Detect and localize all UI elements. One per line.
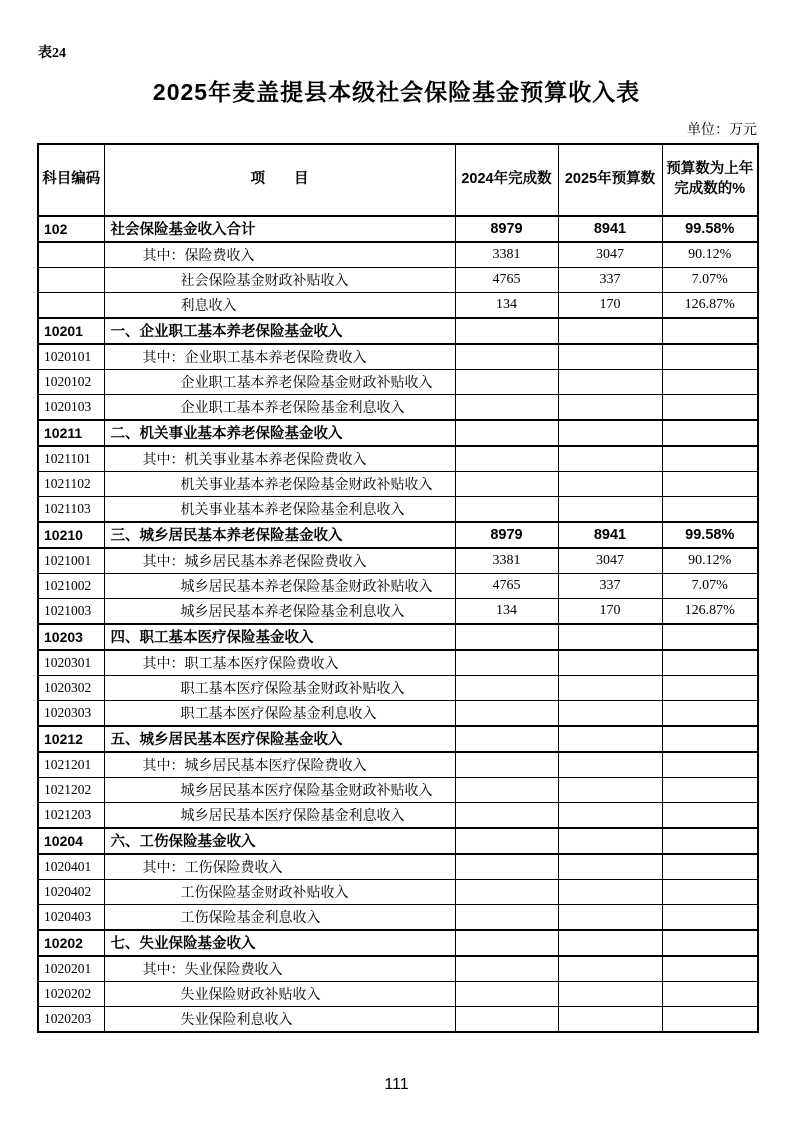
subject-code-cell: 10202 (38, 930, 104, 956)
table-row (38, 879, 758, 905)
value-2025-cell: 8941 (558, 216, 662, 242)
value-2025-cell (558, 828, 662, 854)
item-cell: 其中：保险费收入 (104, 242, 455, 268)
header-budget-vs-prior-pct: 预算数为上年完成数的% (662, 144, 758, 216)
percent-cell (662, 446, 758, 472)
subject-code-cell: 1020303 (38, 701, 104, 727)
table-row (38, 599, 758, 625)
table-row (38, 216, 758, 242)
item-cell: 失业保险财政补贴收入 (104, 981, 455, 1007)
value-2025-cell (558, 777, 662, 803)
item-cell: 社会保险基金财政补贴收入 (104, 267, 455, 293)
value-2025-cell: 170 (558, 293, 662, 319)
value-2024-cell: 3381 (455, 548, 558, 574)
subject-code-cell: 102 (38, 216, 104, 242)
subject-code-cell: 1020203 (38, 1007, 104, 1033)
percent-cell (662, 369, 758, 395)
subject-code-cell (38, 267, 104, 293)
value-2024-cell (455, 930, 558, 956)
table-row (38, 471, 758, 497)
item-cell: 五、城乡居民基本医疗保险基金收入 (104, 726, 455, 752)
percent-cell (662, 420, 758, 446)
value-2025-cell (558, 420, 662, 446)
subject-code-cell: 1021103 (38, 497, 104, 523)
table-body (38, 216, 758, 1032)
table-row (38, 701, 758, 727)
percent-cell: 90.12% (662, 548, 758, 574)
value-2025-cell (558, 369, 662, 395)
table-row (38, 369, 758, 395)
subject-code-cell: 1021003 (38, 599, 104, 625)
value-2025-cell (558, 395, 662, 421)
value-2024-cell (455, 344, 558, 370)
percent-cell (662, 395, 758, 421)
value-2024-cell (455, 803, 558, 829)
percent-cell (662, 344, 758, 370)
item-cell: 企业职工基本养老保险基金财政补贴收入 (104, 369, 455, 395)
table-row (38, 828, 758, 854)
percent-cell: 7.07% (662, 573, 758, 599)
value-2024-cell: 4765 (455, 267, 558, 293)
value-2024-cell (455, 420, 558, 446)
table-row (38, 293, 758, 319)
value-2024-cell: 134 (455, 293, 558, 319)
item-cell: 其中：失业保险费收入 (104, 956, 455, 982)
percent-cell (662, 318, 758, 344)
subject-code-cell: 10204 (38, 828, 104, 854)
table-row (38, 803, 758, 829)
item-cell: 一、企业职工基本养老保险基金收入 (104, 318, 455, 344)
percent-cell (662, 1007, 758, 1033)
item-cell: 失业保险利息收入 (104, 1007, 455, 1033)
item-cell: 六、工伤保险基金收入 (104, 828, 455, 854)
subject-code-cell: 1021102 (38, 471, 104, 497)
table-row (38, 854, 758, 880)
subject-code-cell: 1020101 (38, 344, 104, 370)
subject-code-cell: 1021201 (38, 752, 104, 778)
percent-cell (662, 981, 758, 1007)
subject-code-cell: 1021101 (38, 446, 104, 472)
table-row (38, 675, 758, 701)
percent-cell: 126.87% (662, 599, 758, 625)
percent-cell: 90.12% (662, 242, 758, 268)
header-2025-budget: 2025年预算数 (558, 144, 662, 216)
item-cell: 利息收入 (104, 293, 455, 319)
subject-code-cell: 1020402 (38, 879, 104, 905)
table-label: 表24 (38, 46, 66, 61)
value-2025-cell (558, 471, 662, 497)
value-2024-cell (455, 650, 558, 676)
table-row (38, 930, 758, 956)
table-row (38, 548, 758, 574)
table-row (38, 573, 758, 599)
value-2024-cell: 3381 (455, 242, 558, 268)
subject-code-cell: 1020102 (38, 369, 104, 395)
value-2025-cell: 170 (558, 599, 662, 625)
header-2024-actual: 2024年完成数 (455, 144, 558, 216)
subject-code-cell: 10212 (38, 726, 104, 752)
table-row (38, 344, 758, 370)
header-subject-code: 科目编码 (38, 144, 104, 216)
percent-cell (662, 905, 758, 931)
value-2025-cell (558, 879, 662, 905)
subject-code-cell: 1020403 (38, 905, 104, 931)
percent-cell: 99.58% (662, 216, 758, 242)
item-cell: 工伤保险基金财政补贴收入 (104, 879, 455, 905)
subject-code-cell: 10201 (38, 318, 104, 344)
value-2024-cell (455, 369, 558, 395)
value-2024-cell (455, 777, 558, 803)
subject-code-cell: 10211 (38, 420, 104, 446)
subject-code-cell: 1020202 (38, 981, 104, 1007)
value-2024-cell (455, 675, 558, 701)
subject-code-cell (38, 293, 104, 319)
subject-code-cell: 1020103 (38, 395, 104, 421)
value-2025-cell (558, 854, 662, 880)
value-2025-cell (558, 650, 662, 676)
value-2025-cell: 3047 (558, 548, 662, 574)
table-row (38, 726, 758, 752)
percent-cell (662, 854, 758, 880)
item-cell: 社会保险基金收入合计 (104, 216, 455, 242)
subject-code-cell (38, 242, 104, 268)
budget-table (37, 143, 759, 1033)
item-cell: 机关事业基本养老保险基金利息收入 (104, 497, 455, 523)
subject-code-cell: 1020401 (38, 854, 104, 880)
percent-cell (662, 675, 758, 701)
value-2024-cell (455, 701, 558, 727)
percent-cell (662, 752, 758, 778)
percent-cell (662, 956, 758, 982)
unit-note: 单位：万元 (687, 123, 757, 138)
value-2025-cell (558, 981, 662, 1007)
subject-code-cell: 1020301 (38, 650, 104, 676)
item-cell: 城乡居民基本医疗保险基金利息收入 (104, 803, 455, 829)
value-2025-cell (558, 318, 662, 344)
percent-cell (662, 497, 758, 523)
item-cell: 三、城乡居民基本养老保险基金收入 (104, 522, 455, 548)
table-row (38, 1007, 758, 1033)
value-2025-cell (558, 752, 662, 778)
value-2025-cell (558, 1007, 662, 1033)
table-row (38, 497, 758, 523)
value-2025-cell (558, 930, 662, 956)
value-2024-cell: 8979 (455, 216, 558, 242)
table-row (38, 624, 758, 650)
percent-cell (662, 624, 758, 650)
percent-cell (662, 701, 758, 727)
percent-cell (662, 726, 758, 752)
table-row (38, 752, 758, 778)
value-2025-cell (558, 905, 662, 931)
subject-code-cell: 10210 (38, 522, 104, 548)
value-2025-cell (558, 497, 662, 523)
value-2025-cell: 8941 (558, 522, 662, 548)
subject-code-cell: 10203 (38, 624, 104, 650)
table-row (38, 242, 758, 268)
table-row (38, 650, 758, 676)
item-cell: 七、失业保险基金收入 (104, 930, 455, 956)
subject-code-cell: 1021001 (38, 548, 104, 574)
value-2024-cell (455, 471, 558, 497)
value-2024-cell (455, 752, 558, 778)
value-2025-cell: 3047 (558, 242, 662, 268)
table-row (38, 267, 758, 293)
header-item: 项 目 (104, 144, 455, 216)
item-cell: 四、职工基本医疗保险基金收入 (104, 624, 455, 650)
value-2025-cell (558, 803, 662, 829)
item-cell: 城乡居民基本养老保险基金利息收入 (104, 599, 455, 625)
item-cell: 其中：机关事业基本养老保险费收入 (104, 446, 455, 472)
value-2024-cell (455, 497, 558, 523)
value-2024-cell: 134 (455, 599, 558, 625)
item-cell: 城乡居民基本医疗保险基金财政补贴收入 (104, 777, 455, 803)
item-cell: 城乡居民基本养老保险基金财政补贴收入 (104, 573, 455, 599)
value-2024-cell (455, 446, 558, 472)
subject-code-cell: 1020201 (38, 956, 104, 982)
item-cell: 其中：城乡居民基本医疗保险费收入 (104, 752, 455, 778)
percent-cell (662, 471, 758, 497)
value-2025-cell (558, 675, 662, 701)
table-header-row (38, 144, 758, 216)
value-2024-cell (455, 828, 558, 854)
table-row (38, 981, 758, 1007)
page-number: 111 (384, 1076, 409, 1093)
percent-cell (662, 803, 758, 829)
percent-cell (662, 777, 758, 803)
item-cell: 机关事业基本养老保险基金财政补贴收入 (104, 471, 455, 497)
percent-cell (662, 650, 758, 676)
value-2025-cell (558, 624, 662, 650)
value-2025-cell (558, 446, 662, 472)
item-cell: 其中：城乡居民基本养老保险费收入 (104, 548, 455, 574)
percent-cell (662, 879, 758, 905)
percent-cell: 99.58% (662, 522, 758, 548)
value-2024-cell (455, 854, 558, 880)
item-cell: 二、机关事业基本养老保险基金收入 (104, 420, 455, 446)
table-row (38, 522, 758, 548)
table-row (38, 318, 758, 344)
percent-cell (662, 828, 758, 854)
value-2024-cell: 4765 (455, 573, 558, 599)
item-cell: 企业职工基本养老保险基金利息收入 (104, 395, 455, 421)
value-2024-cell (455, 905, 558, 931)
item-cell: 其中：职工基本医疗保险费收入 (104, 650, 455, 676)
subject-code-cell: 1021202 (38, 777, 104, 803)
subject-code-cell: 1020302 (38, 675, 104, 701)
value-2025-cell (558, 701, 662, 727)
subject-code-cell: 1021203 (38, 803, 104, 829)
table-row (38, 956, 758, 982)
item-cell: 其中：企业职工基本养老保险费收入 (104, 344, 455, 370)
value-2024-cell (455, 981, 558, 1007)
percent-cell: 7.07% (662, 267, 758, 293)
value-2024-cell (455, 318, 558, 344)
item-cell: 职工基本医疗保险基金利息收入 (104, 701, 455, 727)
value-2024-cell (455, 395, 558, 421)
item-cell: 职工基本医疗保险基金财政补贴收入 (104, 675, 455, 701)
subject-code-cell: 1021002 (38, 573, 104, 599)
table-row (38, 395, 758, 421)
value-2024-cell (455, 624, 558, 650)
value-2025-cell: 337 (558, 573, 662, 599)
value-2025-cell (558, 726, 662, 752)
item-cell: 工伤保险基金利息收入 (104, 905, 455, 931)
page-title: 2025年麦盖提县本级社会保险基金预算收入表 (152, 79, 641, 105)
value-2024-cell (455, 726, 558, 752)
value-2024-cell (455, 956, 558, 982)
table-row (38, 420, 758, 446)
value-2024-cell (455, 1007, 558, 1033)
percent-cell (662, 930, 758, 956)
table-row (38, 446, 758, 472)
value-2024-cell: 8979 (455, 522, 558, 548)
value-2025-cell (558, 956, 662, 982)
value-2025-cell: 337 (558, 267, 662, 293)
table-row (38, 777, 758, 803)
table-row (38, 905, 758, 931)
value-2024-cell (455, 879, 558, 905)
percent-cell: 126.87% (662, 293, 758, 319)
item-cell: 其中：工伤保险费收入 (104, 854, 455, 880)
value-2025-cell (558, 344, 662, 370)
